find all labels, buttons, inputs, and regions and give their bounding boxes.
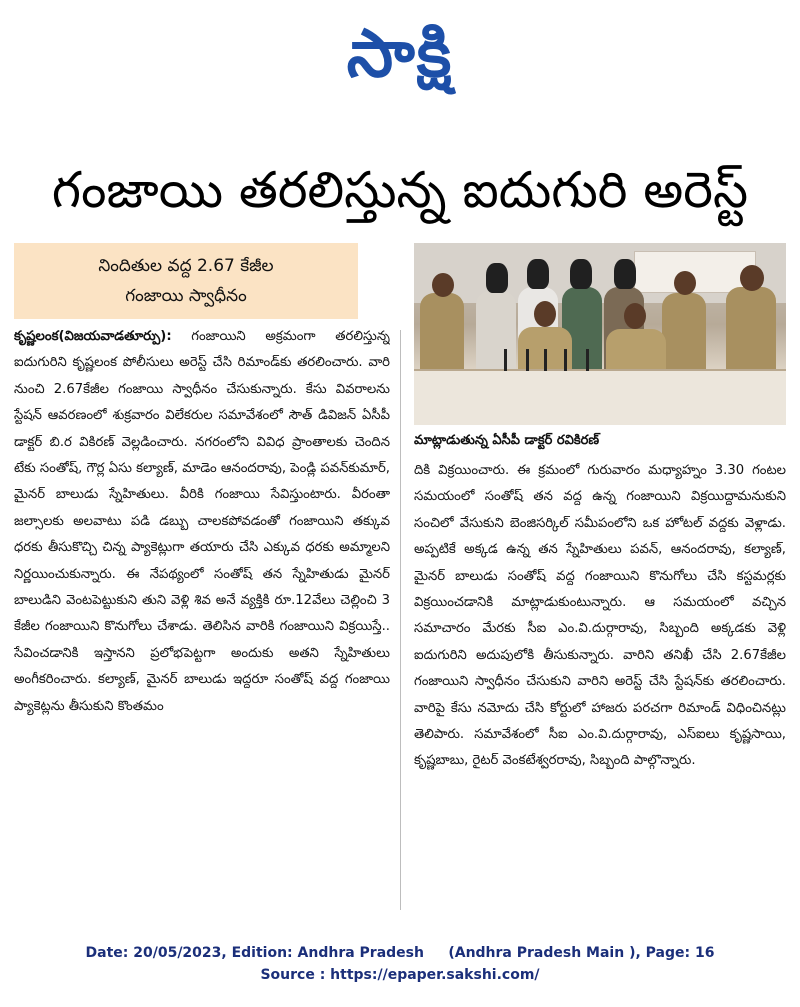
article-dateline: కృష్ణలంక(విజయవాడతూర్పు): [14, 329, 172, 344]
column-divider [400, 330, 401, 910]
headline: గంజాయి తరలిస్తున్న ఐదుగురి అరెస్ట్ [51, 161, 749, 219]
footer-edition-info: Date: 20/05/2023, Edition: Andhra Pradesh (Andhra Pradesh Main ), Page: 16 [85, 945, 715, 961]
masthead-logo [0, 8, 800, 100]
logo-text: సాక్షి [346, 15, 454, 92]
article-body-left: గంజాయిని అక్రమంగా తరలిస్తున్న ఐదుగురిని కృష్ణలంక పోలీసులు అరెస్ట్ చేసి రిమాండ్‌కు తరలించారు. వారి నుంచి 2.67కేజీల గంజాయి స్వాధీనం చేసుకున్నారు. కేసు వివరాలను స్టేషన్ ఆవరణంలో శుక్రవారం విలేకరుల సమావేశంలో సౌత్ డివిజన్ ఏసీపీ డాక్టర్ బి.ర వికిరణ్ వెల్లడించారు. నగరంలోని వివిధ ప్రాంతాలకు చెందిన టేకు సంతోష్, గౌర్ల ఏసు కల్యాణ్, మాడెం ఆనందరావు, పెండ్లి పవన్‌కుమార్, మైనర్ బాలుడు స్నేహితులు. వీరికి గంజాయి సేవిస్తుంటారు. వీరంతా జల్సాలకు అలవాటు పడి డబ్బు చాలకపోవడంతో గంజాయిని తక్కువ ధరకు తీసుకొచ్చి చిన్న ప్యాకెట్లుగా తయారు చేసి ఎక్కువ ధరకు అమ్మాలని నిర్ణయించుకున్నారు. ఈ నేపథ్యంలో సంతోష్ తన స్నేహితుడు మైనర్ బాలుడిని వెంటపెట్టుకుని తుని వెళ్లి శివ అనే వ్యక్తికి రూ.12వేలు చెల్లించి 3 కేజీల గంజాయిని కొనుగోలు చేశాడు. తెలిసిన వారికి గంజాయిని విక్రయిస్తే.. సేవించడానికి ఇస్తానని ప్రలోభపెట్టగా అందుకు అతని స్నేహితులు అంగీకరించారు. కల్యాణ్, మైనర్ బాలుడు ఇద్దరూ సంతోష్ వద్ద గంజాయి ప్యాకెట్లను తీసుకుని కొంతమం [14, 329, 390, 714]
article-body-right: దికి విక్రయించారు. ఈ క్రమంలో గురువారం మధ్యాహ్నం 3.30 గంటల సమయంలో సంతోష్ తన వద్ద ఉన్న గంజాయిని విక్రయిద్దామనుకుని సంచిలో వేసుకుని బెంజిసర్కిల్ సమీపంలోని ఒక హోటల్ వద్దకు వెళ్లాడు. అప్పటికే అక్కడ ఉన్న తన స్నేహితులు పవన్, ఆనందరావు, కల్యాణ్, మైనర్ బాలుడు సంతోష్ వద్ద గంజాయిని కొనుగోలు చేసి కస్టమర్లకు విక్రయించడానికి మాట్లాడుకుంటున్నారు. ఆ సమయంలో వచ్చిన సమాచారం మేరకు సీఐ ఎం.వి.దుర్గారావు, సిబ్బంది అక్కడకు వెళ్లి ఐదుగురిని అదుపులోకి తీసుకున్నారు. వారిని తనిఖీ చేసి 2.67కేజీల గంజాయిని స్వాధీనం చేసుకుని వారిని అరెస్ట్ చేసి స్టేషన్‌కు తరలించారు. వారిపై కేసు నమోదు చేసి కోర్టులో హాజరు పరచగా రిమాండ్ విధించినట్లు తెలిపారు. సమావేశంలో సీఐ ఎం.వి.దుర్గారావు, ఎస్ఐలు కృష్ణసాయి, కృష్ణబాబు, రైటర్ వెంకటేశ్వరరావు, సిబ్బంది పాల్గొన్నారు. [414, 463, 786, 769]
article-column-left [14, 324, 390, 918]
photo-caption: మాట్లాడుతున్న ఏసీపీ డాక్టర్ రవికిరణ్ [414, 433, 600, 448]
subhead-line-1: నిందితుల వద్ద 2.67 కేజీల [98, 256, 274, 276]
subhead-line-2: గంజాయి స్వాధీనం [125, 286, 247, 306]
news-photo [414, 243, 786, 425]
page-footer [0, 942, 800, 992]
footer-source-link[interactable]: Source : https://epaper.sakshi.com/ [260, 967, 540, 983]
subhead-box [14, 243, 358, 319]
article-column-right [414, 458, 786, 906]
